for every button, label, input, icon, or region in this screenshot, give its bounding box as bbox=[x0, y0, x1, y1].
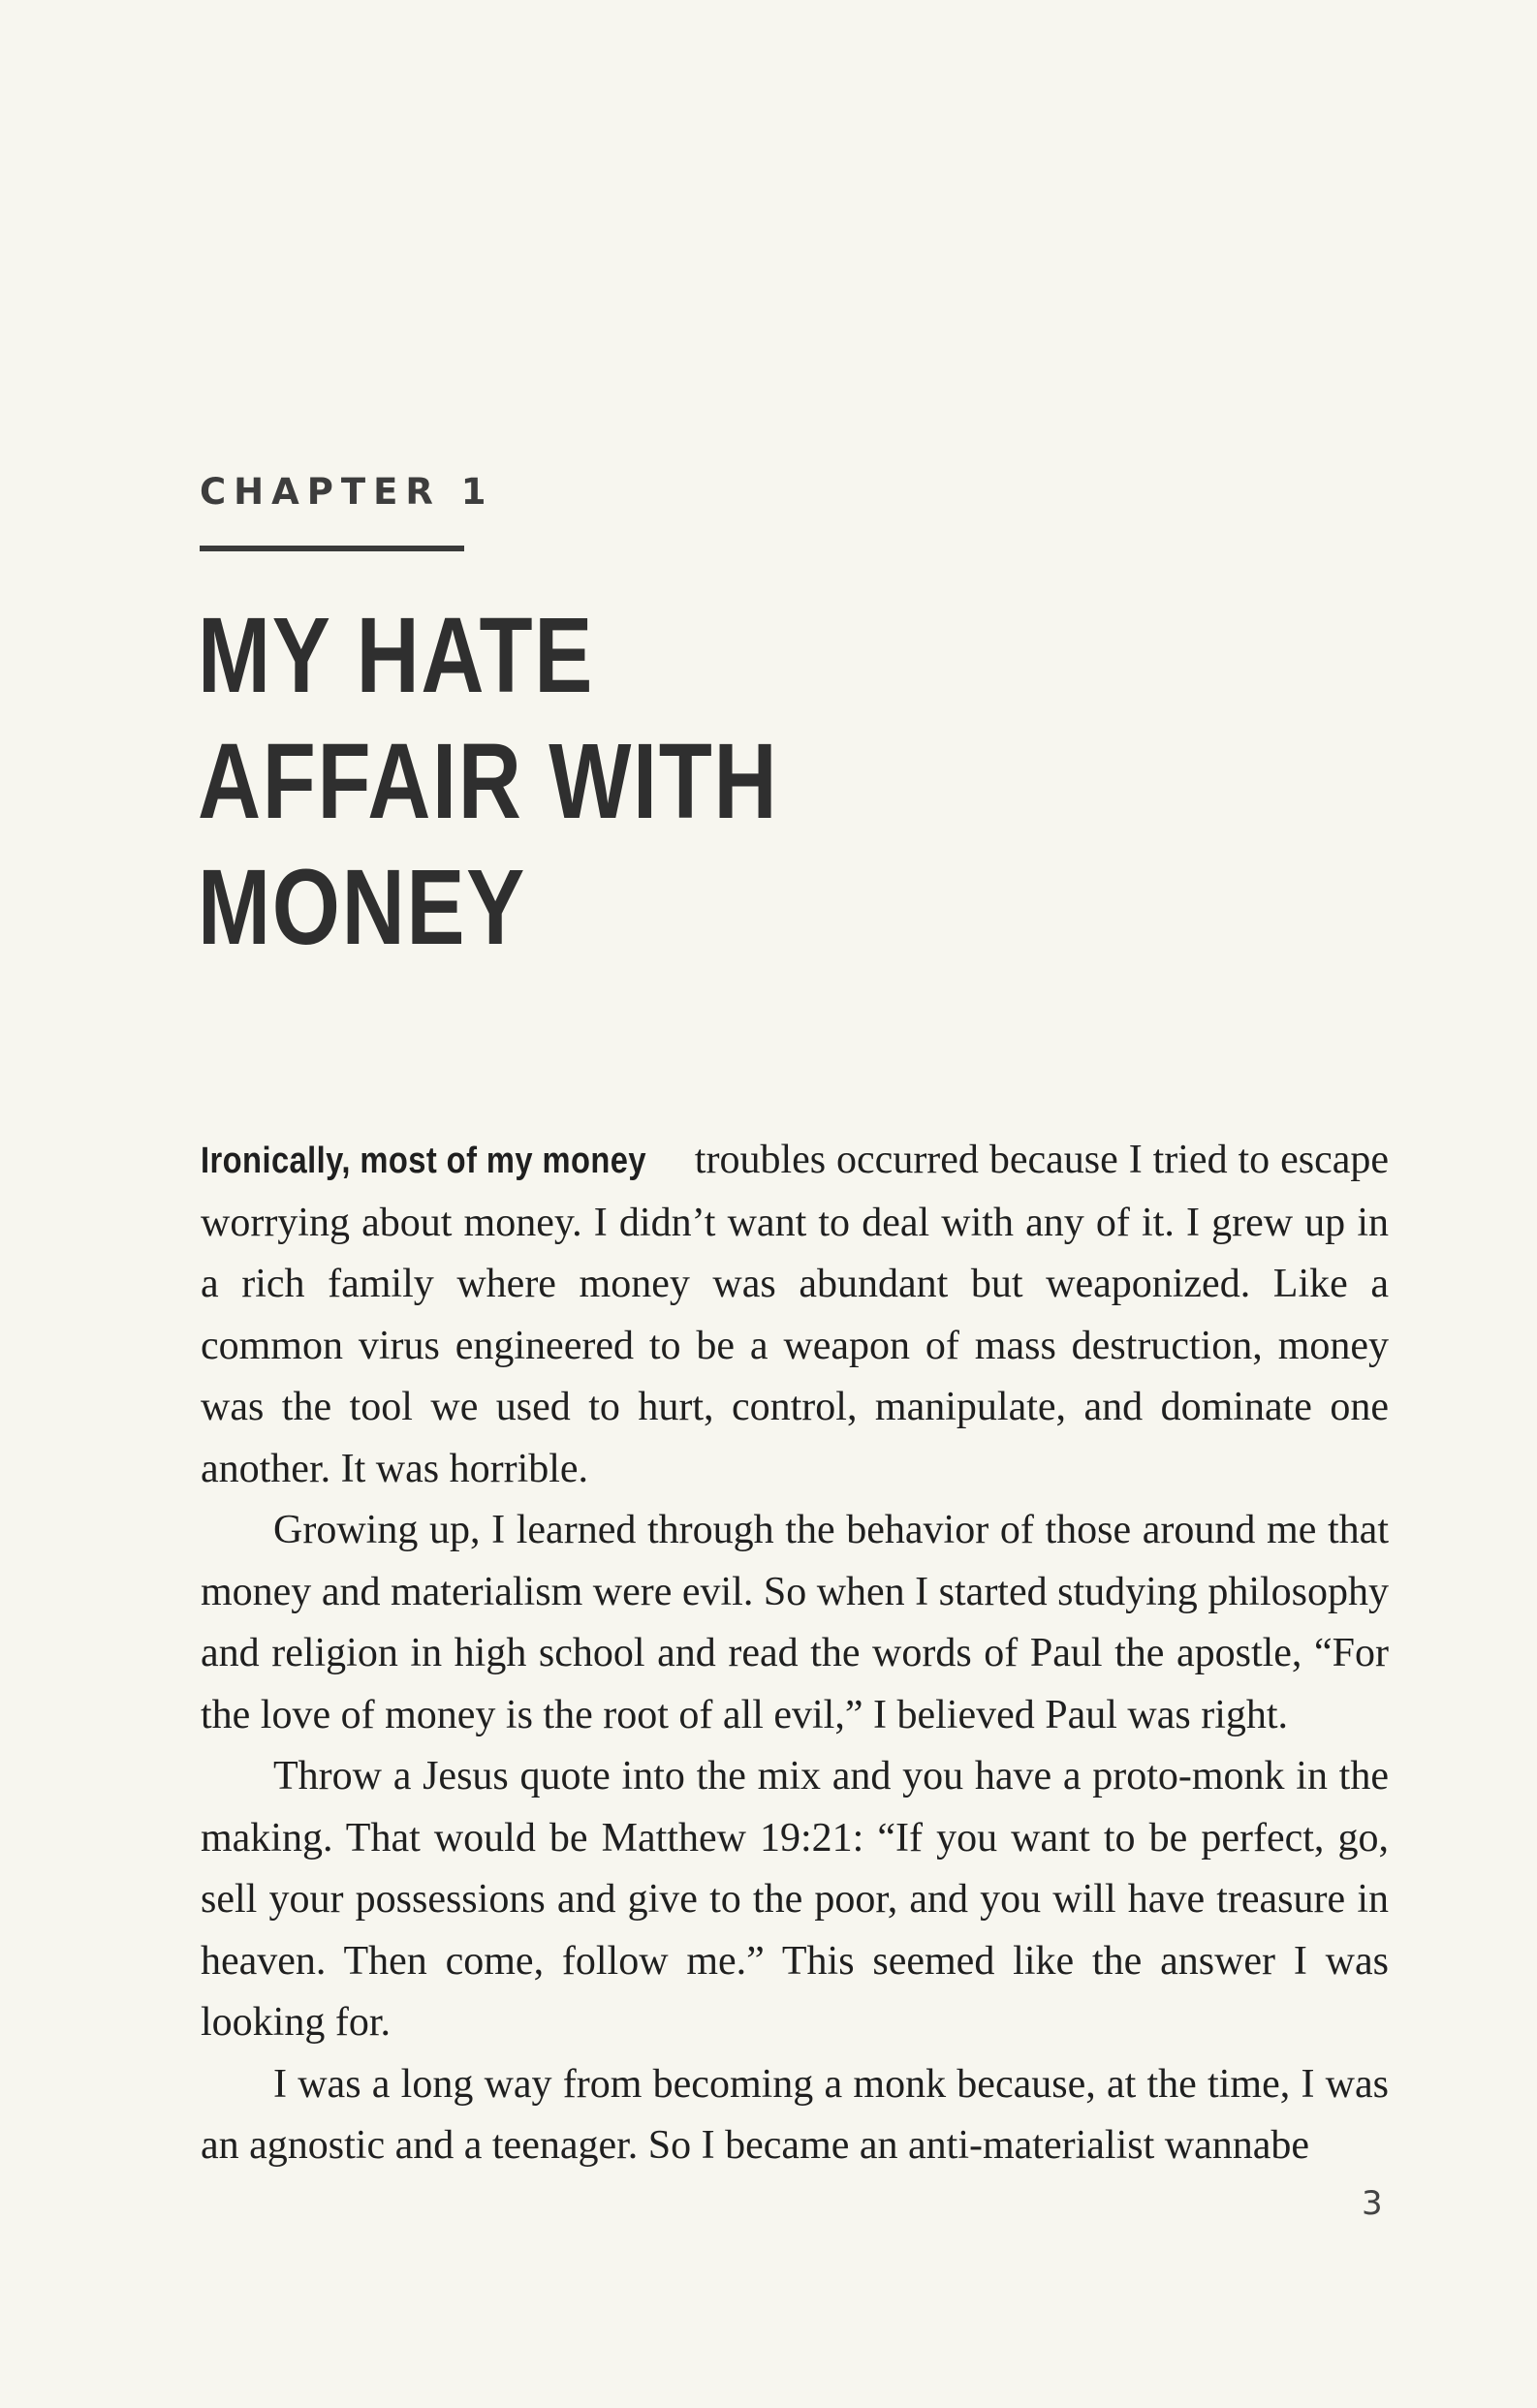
chapter-title-line-3: MONEY bbox=[198, 848, 526, 967]
chapter-title bbox=[198, 593, 913, 971]
chapter-title-line-2: AFFAIR WITH bbox=[198, 722, 779, 841]
paragraph-1-text: troubles occurred because I tried to escape worrying about money. I didn’t want to deal with any of it. I grew up in a rich family where money was abundant but weaponized. Like a common virus engineered to be a weapon of mass destruction, money was the tool we used to hurt, control, manipulate, and dominate one another. It was horrible. bbox=[201, 1138, 1389, 1491]
body-text bbox=[201, 1130, 1389, 2177]
lead-in-text: Ironically, most of my money bbox=[201, 1141, 646, 1181]
page-number: 3 bbox=[1362, 2184, 1383, 2223]
paragraph-3: Throw a Jesus quote into the mix and you have a proto-monk in the making. That would be Matthew 19:21: “If you want to be perfect, go, sell your possessions and give to the poor, and you will have treasure in heaven. Then come, follow me.” This seemed like the answer I was looking for. bbox=[201, 1754, 1389, 2045]
paragraph-4: I was a long way from becoming a monk because, at the time, I was an agnostic and a teenager. So I became an anti-materialist wannabe bbox=[201, 2061, 1389, 2168]
chapter-divider bbox=[200, 546, 464, 551]
chapter-label: CHAPTER 1 bbox=[200, 471, 494, 513]
paragraph-1 bbox=[201, 1130, 1389, 1500]
paragraph-2: Growing up, I learned through the behavior of those around me that money and materialism were evil. So when I started studying philosophy and religion in high school and read the words of Paul the apostle, “For the love of money is the root of all evil,” I believed Paul was right. bbox=[201, 1508, 1389, 1737]
chapter-title-line-1: MY HATE bbox=[198, 596, 595, 715]
